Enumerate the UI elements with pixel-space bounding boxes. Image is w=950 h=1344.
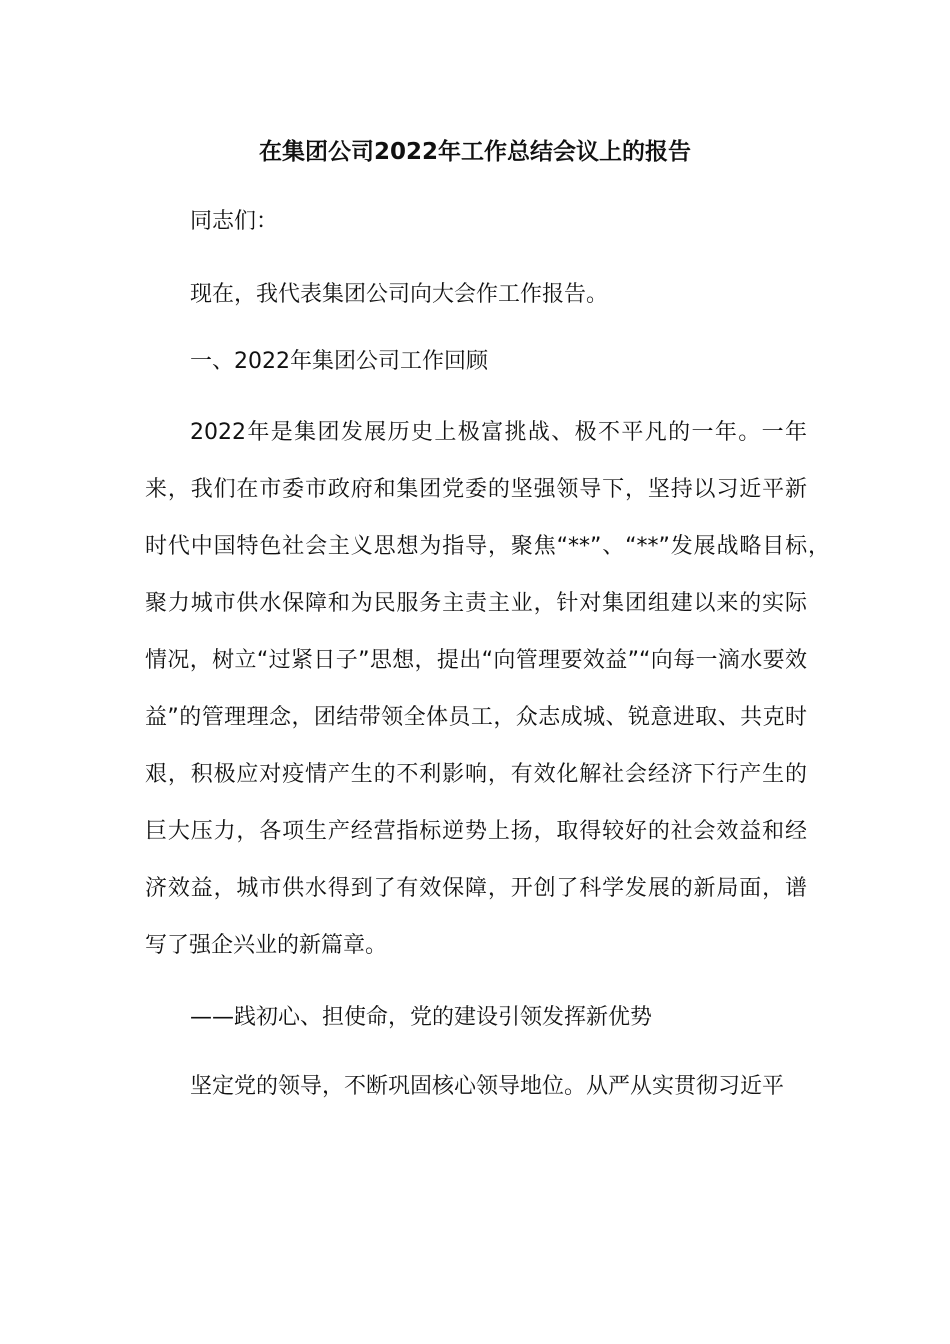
paragraph-line: 济效益，城市供水得到了有效保障，开创了科学发展的新局面，谱 xyxy=(145,876,807,901)
paragraph-line: 时代中国特色社会主义思想为指导，聚焦“**”、“**”发展战略目标， xyxy=(145,534,830,559)
subheading: ——践初心、担使命，党的建设引领发挥新优势 xyxy=(190,1005,653,1030)
paragraph-line: 坚定党的领导，不断巩固核心领导地位。从严从实贯彻习近平 xyxy=(190,1074,785,1099)
paragraph-line: 艰，积极应对疫情产生的不利影响，有效化解社会经济下行产生的 xyxy=(145,762,807,787)
paragraph-line: 益”的管理理念，团结带领全体员工，众志成城、锐意进取、共克时 xyxy=(145,705,807,730)
paragraph-line: 情况，树立“过紧日子”思想，提出“向管理要效益”“向每一滴水要效 xyxy=(145,648,807,673)
salutation: 同志们： xyxy=(190,209,279,234)
paragraph-line: 来，我们在市委市政府和集团党委的坚强领导下，坚持以习近平新 xyxy=(145,477,807,502)
section-heading: 一、2022年集团公司工作回顾 xyxy=(190,349,488,374)
intro-paragraph: 现在，我代表集团公司向大会作工作报告。 xyxy=(190,282,609,307)
document-title: 在集团公司2022年工作总结会议上的报告 xyxy=(258,139,691,165)
paragraph-line: 2022年是集团发展历史上极富挑战、极不平凡的一年。一年 xyxy=(190,420,807,445)
paragraph-line: 写了强企兴业的新篇章。 xyxy=(145,933,388,958)
paragraph-line: 巨大压力，各项生产经营指标逆势上扬，取得较好的社会效益和经 xyxy=(145,819,807,844)
paragraph-line: 聚力城市供水保障和为民服务主责主业，针对集团组建以来的实际 xyxy=(145,591,807,616)
